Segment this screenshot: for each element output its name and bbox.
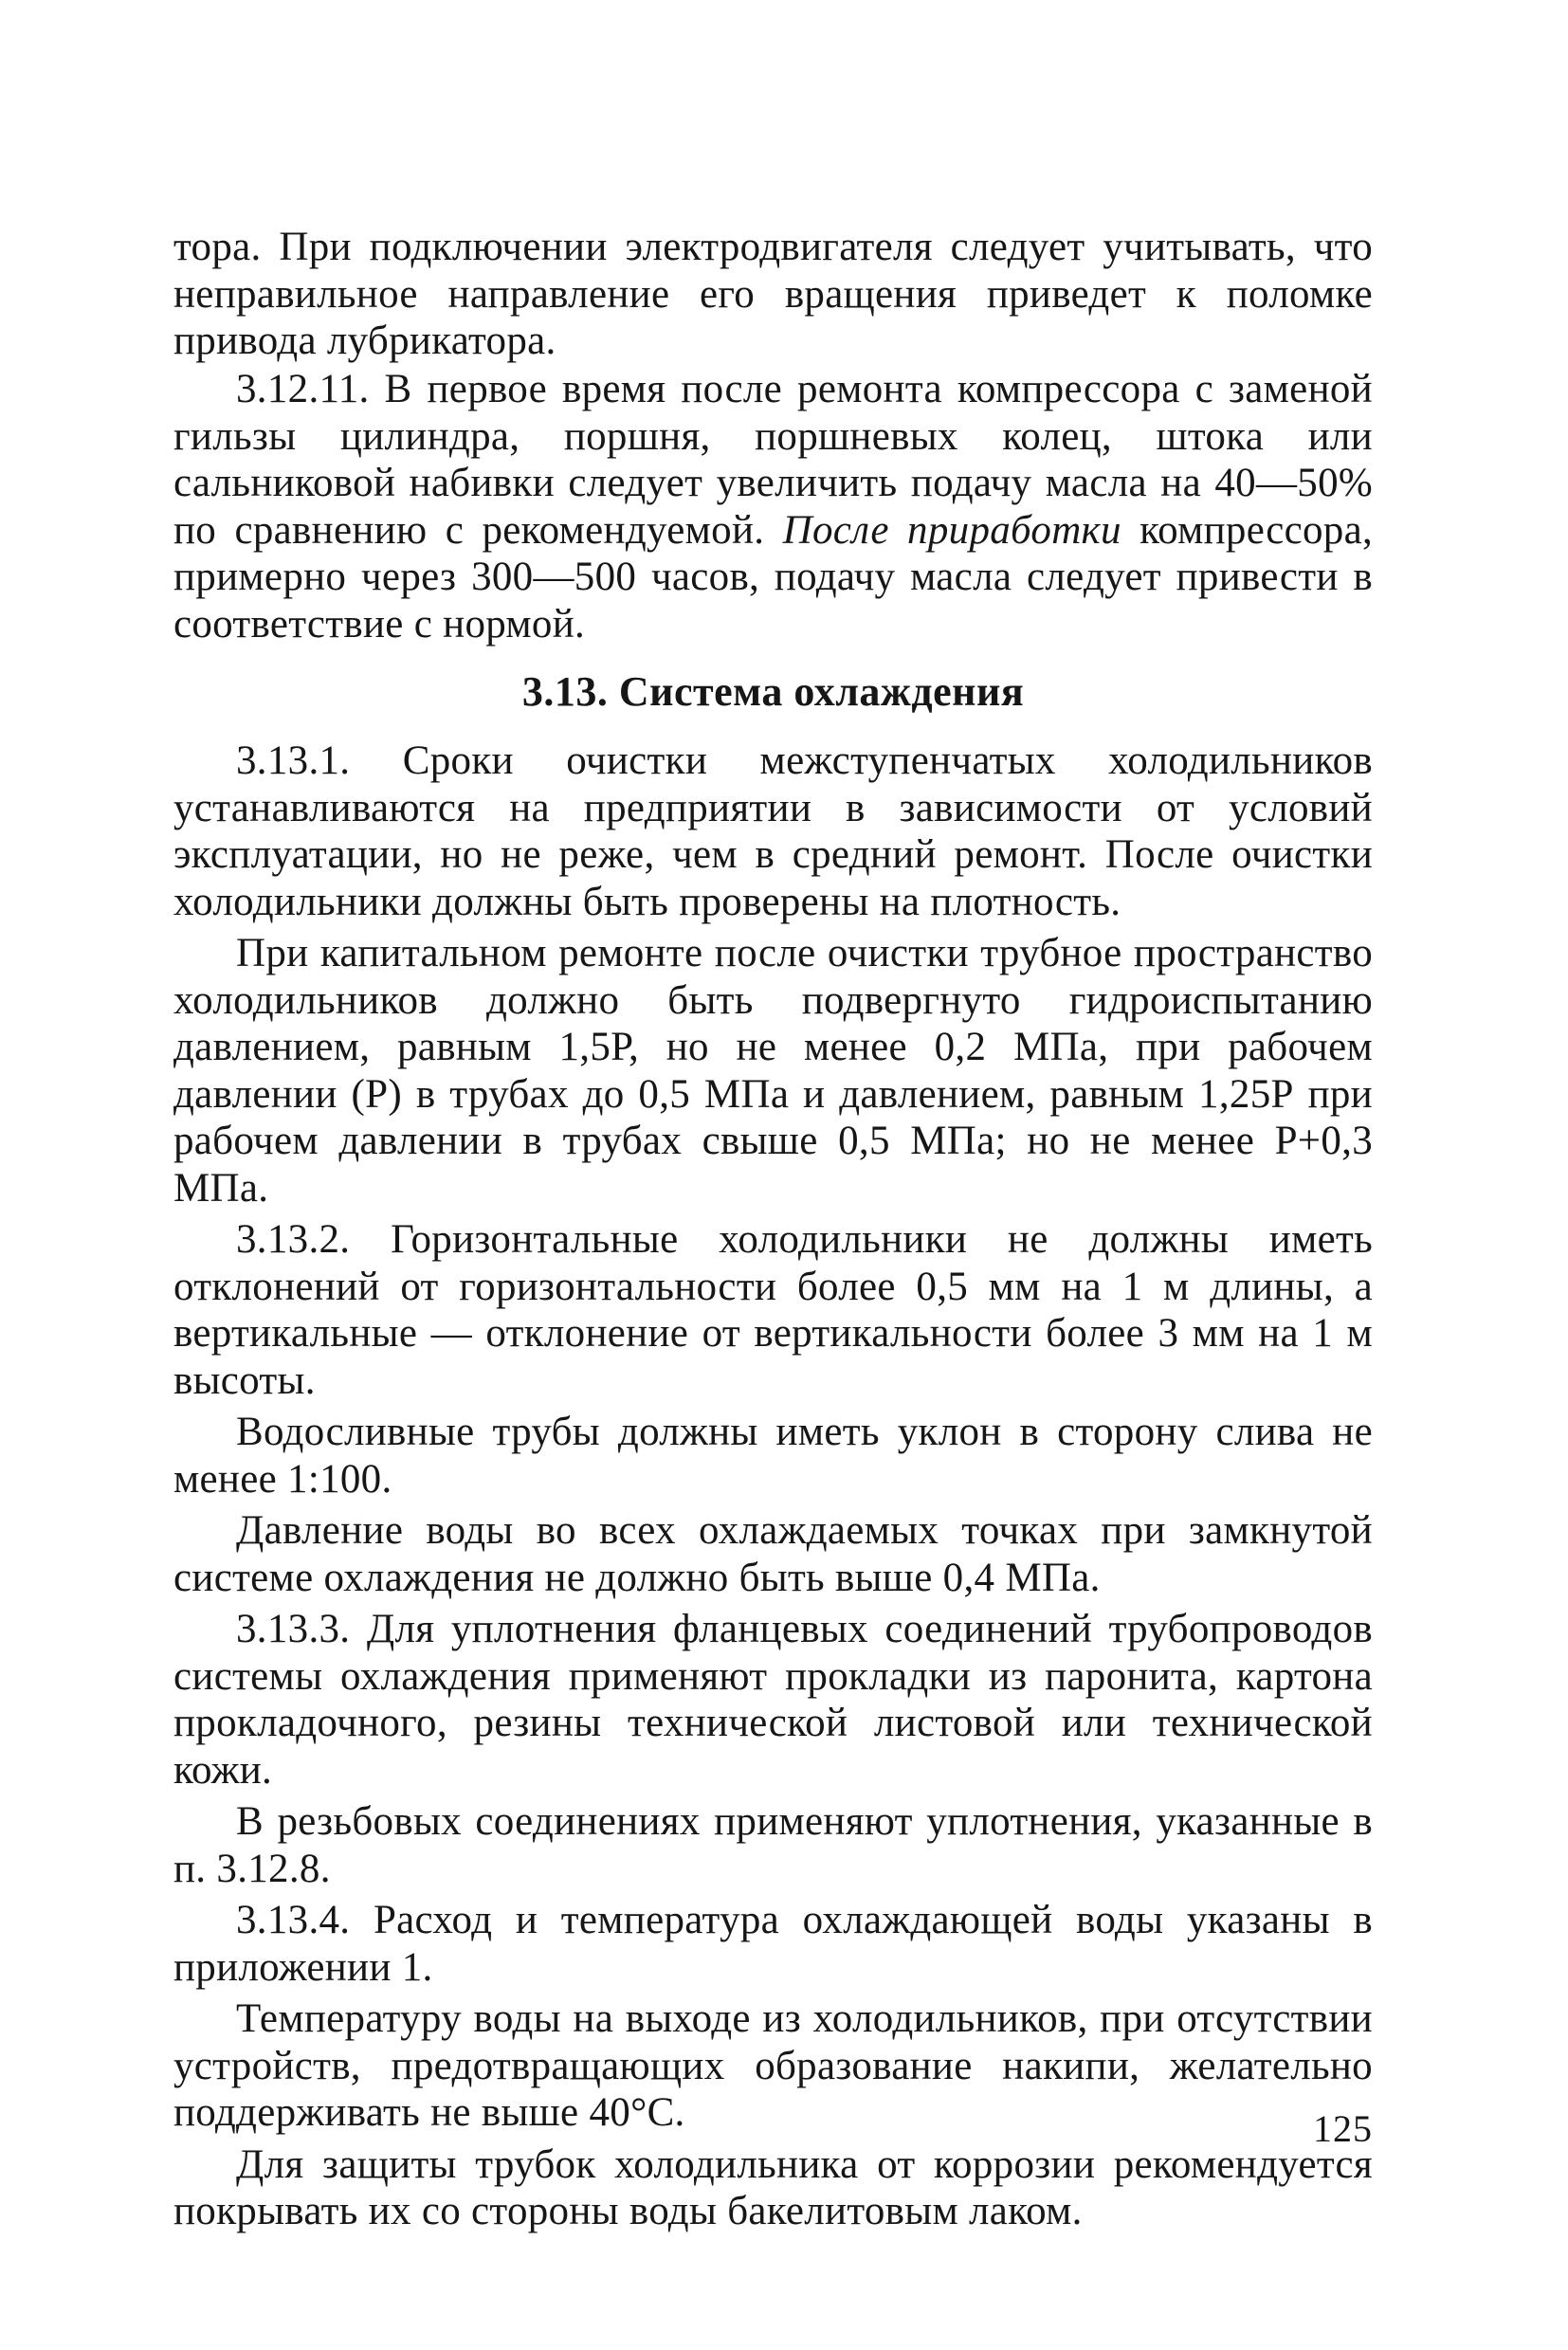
- paragraph-3-12-11-italic: После приработки: [782, 507, 1121, 553]
- paragraph-3-12-11-end: компрессора, примерно через 300—500 часов, подачу масла следует привести в соответствие с нормой.: [173, 507, 1373, 647]
- paragraph: Давление воды во всех охлаждаемых точках при замкнутой системе охлаждения не должно быть выше 0,4 МПа.: [173, 1508, 1373, 1600]
- paragraph-3-12-11-start: 3.12.11. В первое время после ремонта компрессора с заменой гильзы цилиндра, поршня, поршневых колец, штока или сальниковой набивки следует увеличить подачу масла на 40—50% по сравнению с рекомендуемой.: [173, 367, 1373, 553]
- intro-text: тора. При подключении электродвигателя следует учитывать, что неправильное направление его вращения приведет к поломке привода лубрикатора.: [173, 225, 1373, 363]
- paragraph: В резьбовых соединениях применяют уплотнения, указанные в п. 3.12.8.: [173, 1799, 1373, 1891]
- section-heading-3-13: 3.13. Система охлаждения: [521, 668, 1025, 715]
- paragraph: 3.13.1. Сроки очистки межступенчатых холодильников устанавливаются на предприятии в зависимости от условий эксплуатации, но не реже, чем в средний ремонт. После очистки холодильники должны быть проверены на плотность.: [173, 738, 1373, 924]
- section-3-13-body: [173, 738, 1373, 2240]
- paragraph: 3.13.3. Для уплотнения фланцевых соединений трубопроводов системы охлаждения применяют прокладки из паронита, картона прокладочного, резины технической листовой или технической кожи.: [173, 1607, 1373, 1793]
- paragraph: Водосливные трубы должны иметь уклон в сторону слива не менее 1:100.: [173, 1410, 1373, 1502]
- section-3-12-11: [173, 366, 1373, 652]
- paragraph: 3.13.2. Горизонтальные холодильники не должны иметь отклонений от горизонтальности более 0,5 мм на 1 м длины, а вертикальные — отклонение от вертикальности более 3 мм на 1 м высоты.: [173, 1217, 1373, 1403]
- intro-paragraph: [173, 224, 1373, 365]
- paragraph: Для защиты трубок холодильника от коррозии рекомендуется покрывать их со стороны воды бакелитовым лаком.: [173, 2141, 1373, 2233]
- paragraph: 3.13.4. Расход и температура охлаждающей воды указаны в приложении 1.: [173, 1898, 1373, 1990]
- paragraph-3-12-11: [173, 366, 1373, 647]
- page-number: 125: [1313, 2107, 1373, 2150]
- paragraph: При капитальном ремонте после очистки трубное пространство холодильников должно быть подвергнуто гидроиспытанию давлением, равным 1,5Р, но не менее 0,2 МПа, при рабочем давлении (Р) в трубах до 0,5 МПа и давлением, равным 1,25Р при рабочем давлении в трубах свыше 0,5 МПа; но не менее Р+0,3 МПа.: [173, 931, 1373, 1211]
- paragraph: Температуру воды на выходе из холодильников, при отсутствии устройств, предотвращающих образование накипи, желательно поддерживать не выше 40°С.: [173, 1996, 1373, 2135]
